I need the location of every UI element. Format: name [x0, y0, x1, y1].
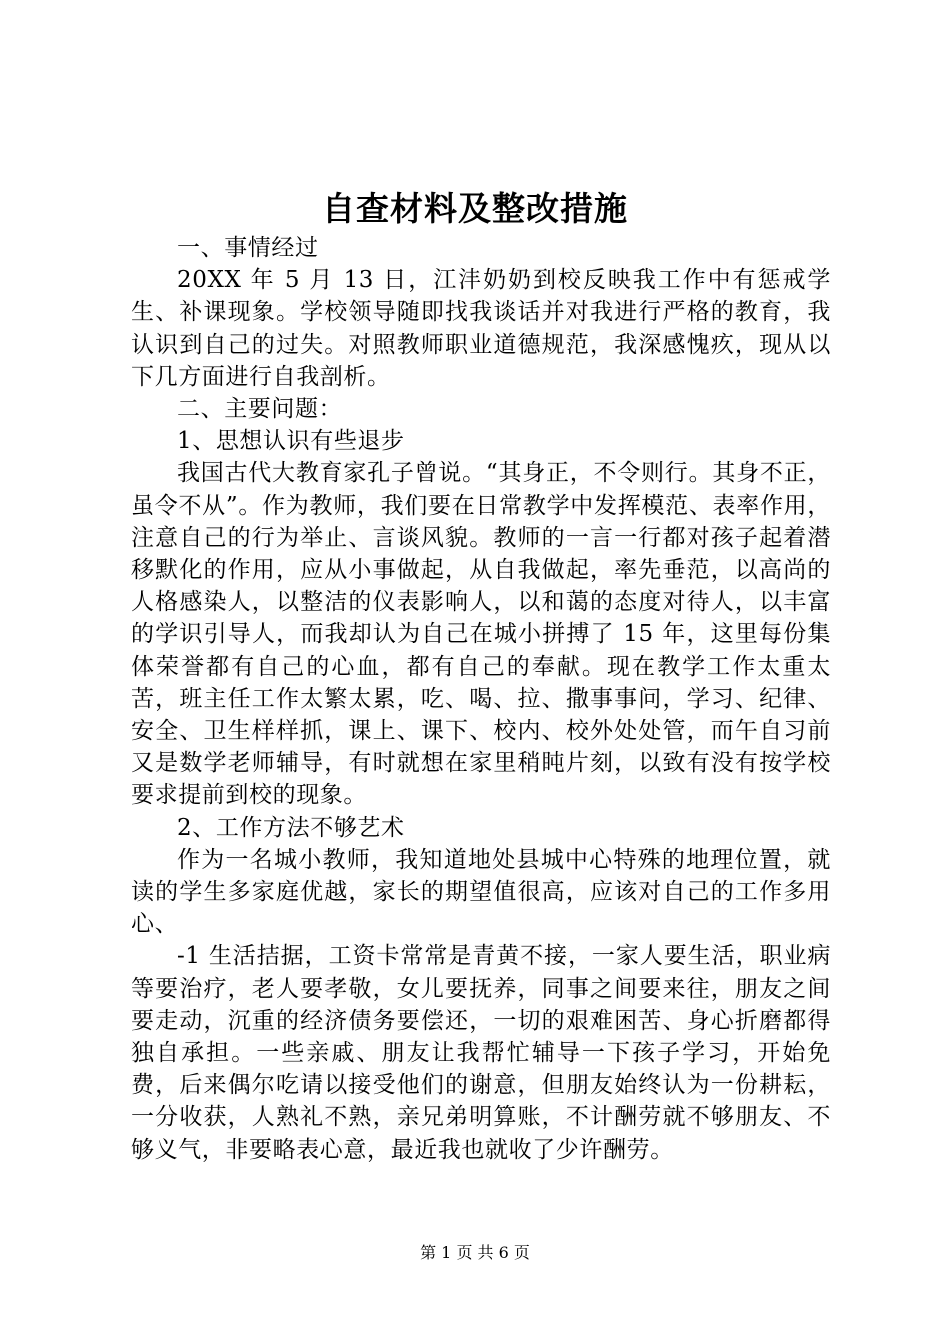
section-heading-event: 一、事情经过 — [177, 235, 319, 261]
page-footer: 第 1 页 共 6 页 — [420, 1243, 530, 1262]
document-body — [131, 232, 831, 1166]
page-title: 自查材料及整改措施 — [322, 189, 628, 228]
paragraph-living: -1 生活拮据，工资卡常常是青黄不接，一家人要生活，职业病等要治疗，老人要孝敬，女儿要抚养，同事之间要来往，朋友之间要走动，沉重的经济债务要偿还，一切的艰难困苦、身心折磨都得独自承担。一些亲戚、朋友让我帮忙辅导一下孩子学习，开始免费，后来偶尔吃请以接受他们的谢意，但朋友始终认为一份耕耘，一分收获，人熟礼不熟，亲兄弟明算账，不计酬劳就不够朋友、不够义气，非要略表心意，最近我也就收了少许酬劳。 — [131, 943, 831, 1163]
section-heading-main-problems: 二、主要问题： — [177, 396, 343, 423]
paragraph-thinking: 我国古代大教育家孔子曾说。“其身正，不令则行。其身不正，虽令不从”。作为教师，我们要在日常教学中发挥模范、表率作用，注意自己的行为举止、言谈风貌。教师的一言一行都对孩子起着潜移默化的作用，应从小事做起，从自我做起，率先垂范，以高尚的人格感染人，以整洁的仪表影响人，以和蔼的态度对待人，以丰富的学识引导人，而我却认为自己在城小拼搏了 15 年，这里每份集体荣誉都有自己的心血，都有自己的奉献。现在教学工作太重太苦，班主任工作太繁太累，吃、喝、拉、撒事事问，学习、纪律、安全、卫生样样抓，课上、课下、校内、校外处处管，而午自习前又是数学老师辅导，有时就想在家里稍盹片刻，以致有没有按学校要求提前到校的现象。 — [131, 460, 831, 809]
paragraph-event-description: 20XX 年 5 月 13 日，江沣奶奶到校反映我工作中有惩戒学生、补课现象。学校领导随即找我谈话并对我进行严格的教育，我认识到自己的过失。对照教师职业道德规范，我深感愧疚，现从以下几方面进行自我剖析。 — [131, 267, 831, 390]
subheading-thinking: 1、思想认识有些退步 — [177, 428, 405, 455]
subheading-work-method: 2、工作方法不够艺术 — [177, 814, 405, 841]
paragraph-work-method: 作为一名城小教师，我知道地处县城中心特殊的地理位置，就读的学生多家庭优越，家长的期望值很高，应该对自己的工作多用心、 — [131, 846, 831, 938]
